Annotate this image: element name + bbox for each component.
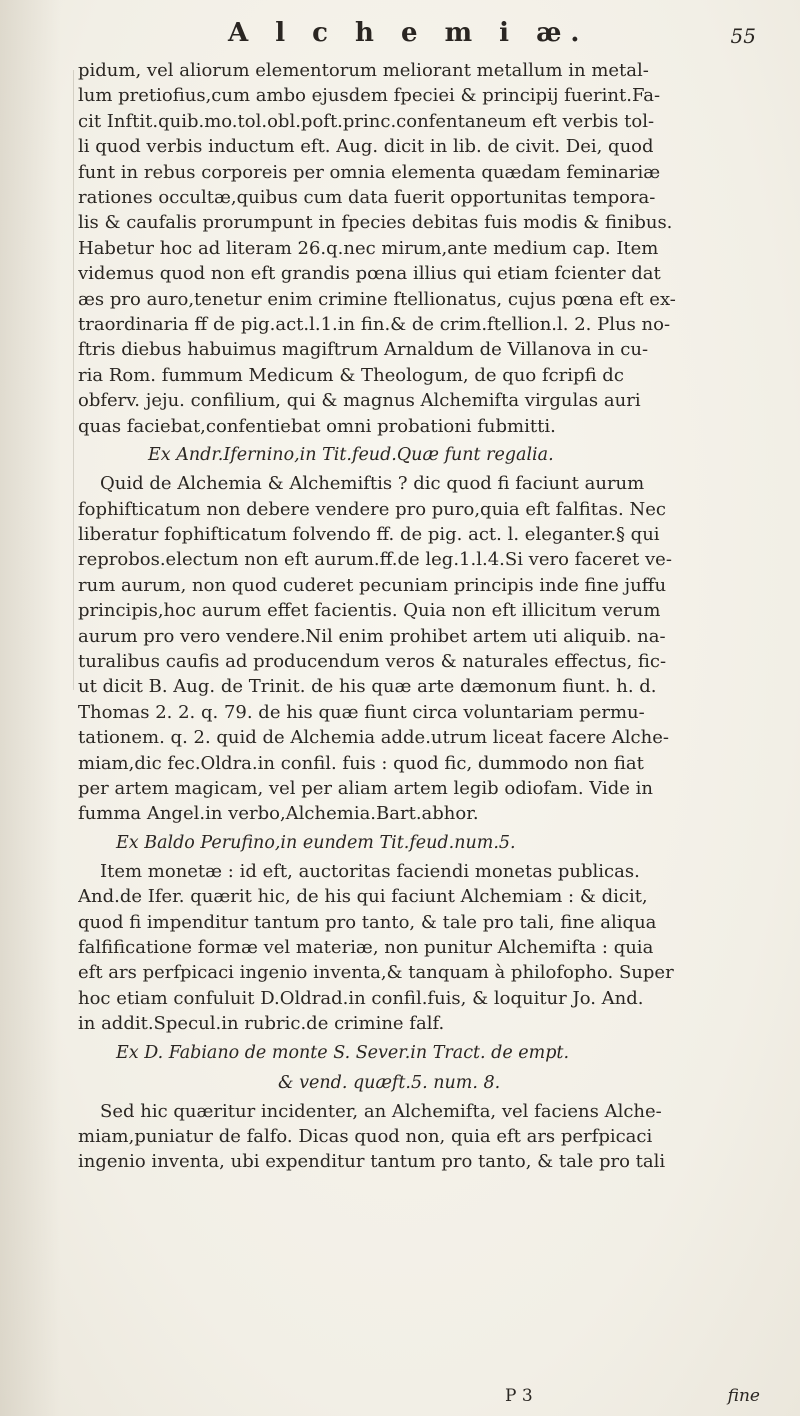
- text-line: liberatur fophifticatum folvendo ff. de pig. act. l. eleganter.§ qui: [78, 523, 660, 545]
- text-line: Quid de Alchemia & Alchemiftis ? dic quod fi faciunt aurum: [100, 473, 645, 495]
- section-heading-continuation: & vend. quæft.5. num. 8.: [278, 1072, 501, 1093]
- paragraph-2: [78, 471, 768, 827]
- text-column: [78, 18, 768, 1175]
- paragraph-4: [78, 1099, 768, 1175]
- text-line: Thomas 2. 2. q. 79. de his quæ fiunt circa voluntariam permu-: [78, 701, 645, 723]
- text-line: videmus quod non eft grandis pœna illius qui etiam fcienter dat: [78, 263, 661, 285]
- text-line: reprobos.electum non eft aurum.ff.de leg.1.l.4.Si vero faceret ve-: [78, 549, 672, 571]
- text-line: miam,puniatur de falfo. Dicas quod non, quia eft ars perfpicaci: [78, 1126, 653, 1148]
- running-head: [78, 18, 768, 58]
- section-heading: Ex Andr.Ifernino,in Tit.feud.Quæ funt regalia.: [148, 445, 554, 466]
- text-line: ut dicit B. Aug. de Trinit. de his quæ arte dæmonum fiunt. h. d.: [78, 676, 657, 698]
- text-line: falfificatione formæ vel materiæ, non punitur Alchemifta : quia: [78, 937, 654, 958]
- text-line: lis & caufalis prorumpunt in fpecies debitas fuis modis & finibus.: [78, 212, 673, 234]
- text-line: miam,dic fec.Oldra.in confil. fuis : quod fic, dummodo non fiat: [78, 752, 644, 774]
- text-line: pidum, vel aliorum elementorum meliorant metallum in metal-: [78, 60, 649, 81]
- text-line: cit Inftit.quib.mo.tol.obl.poft.princ.confentaneum eft verbis tol-: [78, 110, 655, 132]
- text-line: obferv. jeju. confilium, qui & magnus Alchemifta virgulas auri: [78, 390, 641, 412]
- text-line: funt in rebus corporeis per omnia elementa quædam feminariæ: [78, 161, 661, 183]
- section-heading: Ex Baldo Perufino,in eundem Tit.feud.num.5.: [116, 832, 516, 853]
- text-line: tationem. q. 2. quid de Alchemia adde.utrum liceat facere Alche-: [78, 727, 669, 749]
- text-line: in addit.Specul.in rubric.de crimine falf.: [78, 1013, 445, 1035]
- paragraph-3: [78, 859, 768, 1037]
- text-line: fumma Angel.in verbo,Alchemia.Bart.abhor.: [78, 803, 479, 825]
- text-line: ria Rom. fummum Medicum & Theologum, de quo fcripfi dc: [78, 364, 624, 386]
- text-line: per artem magicam, vel per aliam artem legib odiofam. Vide in: [78, 777, 653, 799]
- text-line: And.de Ifer. quærit hic, de his qui faciunt Alchemiam : & dicit,: [78, 886, 648, 908]
- text-line: quod fi impenditur tantum pro tanto, & tale pro tali, fine aliqua: [78, 911, 657, 933]
- text-line: rum aurum, non quod cuderet pecuniam principis inde fine juffu: [78, 574, 667, 596]
- section-heading: Ex D. Fabiano de monte S. Sever.in Tract. de empt.: [116, 1042, 570, 1063]
- text-line: Habetur hoc ad literam 26.q.nec mirum,ante medium cap. Item: [78, 237, 659, 259]
- text-line: Sed hic quæritur incidenter, an Alchemifta, vel faciens Alche-: [100, 1100, 662, 1122]
- text-line: rationes occultæ,quibus cum data fuerit opportunitas tempora-: [78, 187, 656, 209]
- text-line: lum pretiofius,cum ambo ejusdem fpeciei & principij fuerint.Fa-: [78, 85, 661, 107]
- text-line: aurum pro vero vendere.Nil enim prohibet artem uti aliquib. na-: [78, 625, 666, 647]
- page-number: 55: [730, 24, 756, 48]
- text-line: fophifticatum non debere vendere pro puro,quia eft falfitas. Nec: [78, 498, 666, 520]
- text-line: ftris diebus habuimus magiftrum Arnaldum de Villanova in cu-: [78, 339, 649, 361]
- text-line: li quod verbis inductum eft. Aug. dicit in lib. de civit. Dei, quod: [78, 136, 654, 158]
- text-line: ingenio inventa, ubi expenditur tantum pro tanto, & tale pro tali: [78, 1151, 666, 1173]
- text-line: principis,hoc aurum effet facientis. Quia non eft illicitum verum: [78, 600, 661, 622]
- text-line: æs pro auro,tenetur enim crimine ftellionatus, cujus pœna eft ex-: [78, 288, 676, 310]
- text-line: hoc etiam confuluit D.Oldrad.in confil.fuis, & loquitur Jo. And.: [78, 987, 644, 1009]
- paragraph-1: [78, 58, 768, 439]
- text-line: eft ars perfpicaci ingenio inventa,& tanquam à philofopho. Super: [78, 962, 674, 984]
- running-head-title: A l c h e m i æ.: [228, 18, 589, 48]
- gutter-shadow: [0, 0, 60, 1416]
- catchword: fine: [727, 1386, 760, 1406]
- binding-crease: [73, 70, 74, 690]
- text-line: traordinaria ff de pig.act.l.1.in fin.& de crim.ftellion.l. 2. Plus no-: [78, 314, 671, 336]
- text-line: turalibus caufis ad producendum veros & naturales effectus, fic-: [78, 650, 667, 672]
- signature-mark: P 3: [505, 1386, 533, 1406]
- text-line: quas faciebat,confentiebat omni probationi fubmitti.: [78, 415, 556, 437]
- text-line: Item monetæ : id eft, auctoritas faciendi monetas publicas.: [100, 860, 640, 882]
